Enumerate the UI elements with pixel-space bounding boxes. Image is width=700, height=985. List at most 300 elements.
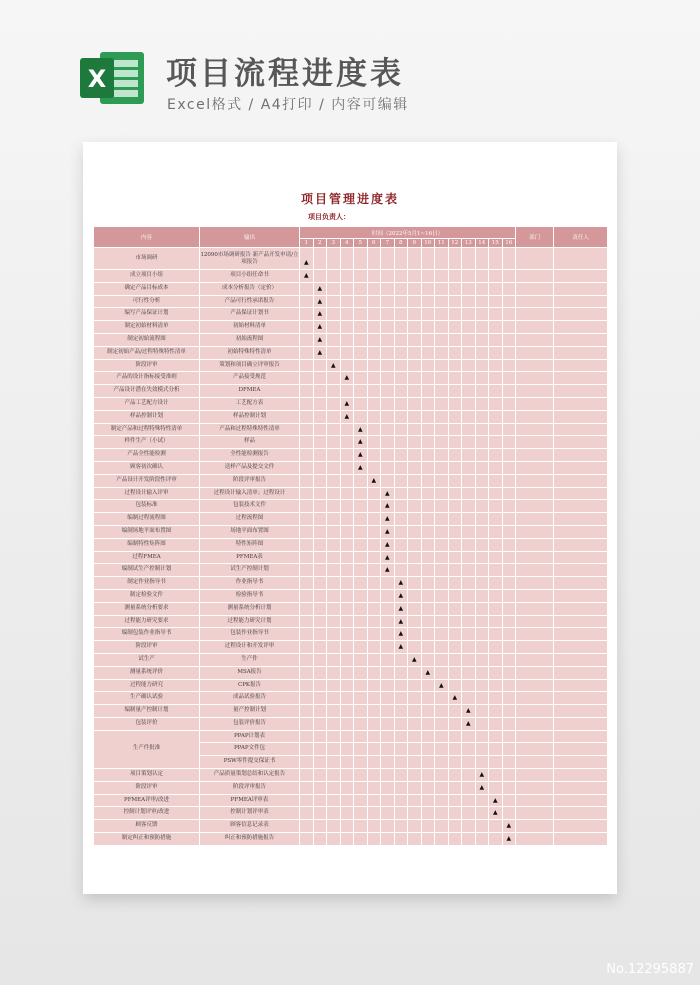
owner-cell[interactable] bbox=[554, 564, 608, 577]
day-cell bbox=[408, 577, 422, 590]
day-cell bbox=[381, 248, 395, 270]
day-cell bbox=[462, 410, 476, 423]
day-cell bbox=[340, 513, 354, 526]
day-cell bbox=[354, 679, 368, 692]
day-cell bbox=[327, 666, 341, 679]
day-cell bbox=[448, 248, 462, 270]
excel-icon bbox=[80, 48, 146, 108]
dept-cell[interactable] bbox=[516, 628, 554, 641]
day-cell bbox=[313, 781, 327, 794]
day-cell bbox=[327, 308, 341, 321]
owner-cell[interactable] bbox=[554, 461, 608, 474]
day-cell bbox=[394, 423, 408, 436]
day-cell bbox=[489, 474, 503, 487]
day-cell bbox=[381, 282, 395, 295]
day-cell bbox=[381, 705, 395, 718]
dept-cell[interactable] bbox=[516, 551, 554, 564]
row-output: PSW零件提交保证书 bbox=[200, 756, 300, 769]
row-content: 制定初始材料清单 bbox=[94, 321, 200, 334]
day-cell bbox=[367, 248, 381, 270]
owner-cell[interactable] bbox=[554, 769, 608, 782]
day-cell bbox=[502, 717, 516, 730]
owner-cell[interactable] bbox=[554, 423, 608, 436]
day-cell bbox=[394, 359, 408, 372]
dept-cell[interactable] bbox=[516, 679, 554, 692]
day-cell bbox=[489, 346, 503, 359]
row-content: 过程能力研究 bbox=[94, 679, 200, 692]
day-cell bbox=[354, 564, 368, 577]
day-cell bbox=[408, 730, 422, 743]
day-cell bbox=[421, 602, 435, 615]
day-cell bbox=[462, 449, 476, 462]
dept-cell[interactable] bbox=[516, 781, 554, 794]
row-content: 过程FMEA bbox=[94, 551, 200, 564]
progress-marker: ▲ bbox=[408, 653, 422, 666]
day-cell bbox=[489, 820, 503, 833]
owner-cell[interactable] bbox=[554, 513, 608, 526]
dept-cell[interactable] bbox=[516, 333, 554, 346]
day-cell bbox=[381, 449, 395, 462]
progress-marker: ▲ bbox=[381, 564, 395, 577]
day-cell bbox=[381, 410, 395, 423]
day-cell bbox=[340, 769, 354, 782]
day-cell bbox=[394, 717, 408, 730]
day-cell bbox=[421, 781, 435, 794]
dept-cell[interactable] bbox=[516, 449, 554, 462]
page-title: 项目流程进度表 bbox=[166, 56, 404, 92]
day-cell bbox=[408, 615, 422, 628]
day-cell bbox=[408, 282, 422, 295]
owner-label: 项目负责人： bbox=[308, 212, 350, 221]
day-cell bbox=[502, 653, 516, 666]
day-cell bbox=[448, 500, 462, 513]
day-cell bbox=[354, 615, 368, 628]
day-cell bbox=[421, 833, 435, 846]
day-cell bbox=[448, 410, 462, 423]
day-cell bbox=[381, 308, 395, 321]
owner-cell[interactable] bbox=[554, 628, 608, 641]
day-cell bbox=[300, 538, 314, 551]
day-cell bbox=[354, 551, 368, 564]
day-cell bbox=[327, 589, 341, 602]
owner-cell[interactable] bbox=[554, 449, 608, 462]
dept-cell[interactable] bbox=[516, 321, 554, 334]
day-cell bbox=[502, 679, 516, 692]
day-cell bbox=[435, 346, 449, 359]
row-output: PFMEA评审表 bbox=[200, 794, 300, 807]
owner-cell[interactable] bbox=[554, 743, 608, 756]
day-cell bbox=[313, 474, 327, 487]
day-cell bbox=[462, 295, 476, 308]
table-row bbox=[94, 487, 608, 500]
day-cell bbox=[489, 641, 503, 654]
header-output: 输出 bbox=[200, 227, 300, 248]
row-content: 制定产品和过程特殊特性清单 bbox=[94, 423, 200, 436]
day-cell bbox=[421, 589, 435, 602]
day-cell bbox=[408, 641, 422, 654]
dept-cell[interactable] bbox=[516, 653, 554, 666]
owner-cell[interactable] bbox=[554, 474, 608, 487]
table-row bbox=[94, 679, 608, 692]
day-cell bbox=[381, 397, 395, 410]
day-cell bbox=[340, 794, 354, 807]
row-output: 过程设计和开发评审 bbox=[200, 641, 300, 654]
owner-cell[interactable] bbox=[554, 385, 608, 398]
owner-cell[interactable] bbox=[554, 525, 608, 538]
progress-marker: ▲ bbox=[313, 282, 327, 295]
dept-cell[interactable] bbox=[516, 410, 554, 423]
owner-cell[interactable] bbox=[554, 756, 608, 769]
dept-cell[interactable] bbox=[516, 248, 554, 270]
owner-cell[interactable] bbox=[554, 820, 608, 833]
dept-cell[interactable] bbox=[516, 346, 554, 359]
row-output: 产品质量策划总结和认定报告 bbox=[200, 769, 300, 782]
owner-cell[interactable] bbox=[554, 679, 608, 692]
dept-cell[interactable] bbox=[516, 513, 554, 526]
day-cell bbox=[394, 487, 408, 500]
dept-cell[interactable] bbox=[516, 833, 554, 846]
day-cell bbox=[313, 705, 327, 718]
dept-cell[interactable] bbox=[516, 743, 554, 756]
table-row bbox=[94, 385, 608, 398]
day-cell bbox=[435, 410, 449, 423]
progress-marker: ▲ bbox=[502, 820, 516, 833]
owner-cell[interactable] bbox=[554, 666, 608, 679]
owner-cell[interactable] bbox=[554, 359, 608, 372]
day-cell bbox=[340, 538, 354, 551]
day-cell bbox=[448, 282, 462, 295]
day-cell bbox=[327, 756, 341, 769]
dept-cell[interactable] bbox=[516, 641, 554, 654]
day-cell bbox=[475, 820, 489, 833]
day-cell bbox=[408, 589, 422, 602]
day-cell bbox=[367, 564, 381, 577]
day-cell bbox=[421, 461, 435, 474]
day-cell bbox=[475, 538, 489, 551]
day-cell bbox=[381, 602, 395, 615]
owner-cell[interactable] bbox=[554, 641, 608, 654]
day-cell bbox=[327, 333, 341, 346]
day-cell bbox=[475, 807, 489, 820]
day-cell bbox=[475, 321, 489, 334]
day-cell bbox=[502, 372, 516, 385]
dept-cell[interactable] bbox=[516, 602, 554, 615]
day-cell bbox=[367, 385, 381, 398]
owner-cell[interactable] bbox=[554, 436, 608, 449]
day-cell bbox=[408, 321, 422, 334]
owner-cell[interactable] bbox=[554, 833, 608, 846]
dept-cell[interactable] bbox=[516, 692, 554, 705]
day-cell bbox=[381, 461, 395, 474]
day-cell bbox=[327, 743, 341, 756]
day-cell bbox=[354, 513, 368, 526]
day-cell bbox=[475, 270, 489, 283]
day-cell bbox=[340, 449, 354, 462]
day-cell bbox=[502, 487, 516, 500]
day-cell bbox=[475, 487, 489, 500]
day-cell bbox=[462, 385, 476, 398]
day-cell bbox=[313, 359, 327, 372]
owner-cell[interactable] bbox=[554, 333, 608, 346]
row-output: 包装评价报告 bbox=[200, 717, 300, 730]
day-cell bbox=[435, 602, 449, 615]
day-cell bbox=[313, 423, 327, 436]
dept-cell[interactable] bbox=[516, 308, 554, 321]
dept-cell[interactable] bbox=[516, 666, 554, 679]
owner-cell[interactable] bbox=[554, 589, 608, 602]
day-cell bbox=[367, 589, 381, 602]
day-cell bbox=[367, 410, 381, 423]
day-cell bbox=[367, 756, 381, 769]
day-cell bbox=[300, 487, 314, 500]
dept-cell[interactable] bbox=[516, 295, 554, 308]
day-cell bbox=[448, 270, 462, 283]
day-header: 9 bbox=[408, 239, 422, 248]
row-content: 包装标准 bbox=[94, 500, 200, 513]
row-content: 过程设计输入评审 bbox=[94, 487, 200, 500]
owner-cell[interactable] bbox=[554, 717, 608, 730]
owner-cell[interactable] bbox=[554, 397, 608, 410]
owner-cell[interactable] bbox=[554, 794, 608, 807]
day-cell bbox=[462, 589, 476, 602]
day-cell bbox=[462, 270, 476, 283]
dept-cell[interactable] bbox=[516, 359, 554, 372]
dept-cell[interactable] bbox=[516, 436, 554, 449]
day-cell bbox=[367, 359, 381, 372]
day-cell bbox=[381, 794, 395, 807]
day-cell bbox=[408, 602, 422, 615]
day-cell bbox=[394, 769, 408, 782]
dept-cell[interactable] bbox=[516, 474, 554, 487]
day-cell bbox=[502, 500, 516, 513]
dept-cell[interactable] bbox=[516, 769, 554, 782]
day-cell bbox=[367, 717, 381, 730]
day-cell bbox=[340, 653, 354, 666]
progress-marker: ▲ bbox=[394, 602, 408, 615]
dept-cell[interactable] bbox=[516, 282, 554, 295]
day-cell bbox=[448, 602, 462, 615]
day-cell bbox=[394, 474, 408, 487]
day-cell bbox=[367, 397, 381, 410]
owner-cell[interactable] bbox=[554, 602, 608, 615]
day-cell bbox=[381, 589, 395, 602]
day-cell bbox=[462, 487, 476, 500]
day-cell bbox=[327, 653, 341, 666]
day-cell bbox=[489, 551, 503, 564]
owner-cell[interactable] bbox=[554, 282, 608, 295]
row-output: 样品控制计划 bbox=[200, 410, 300, 423]
day-cell bbox=[475, 308, 489, 321]
owner-cell[interactable] bbox=[554, 295, 608, 308]
owner-cell[interactable] bbox=[554, 321, 608, 334]
day-cell bbox=[435, 692, 449, 705]
day-cell bbox=[340, 525, 354, 538]
day-cell bbox=[340, 807, 354, 820]
day-cell bbox=[421, 397, 435, 410]
row-content: 过程能力研究要求 bbox=[94, 615, 200, 628]
day-cell bbox=[408, 833, 422, 846]
day-cell bbox=[381, 781, 395, 794]
dept-cell[interactable] bbox=[516, 820, 554, 833]
progress-marker: ▲ bbox=[394, 577, 408, 590]
day-cell bbox=[421, 525, 435, 538]
day-cell bbox=[354, 346, 368, 359]
day-cell bbox=[300, 295, 314, 308]
dept-cell[interactable] bbox=[516, 423, 554, 436]
owner-cell[interactable] bbox=[554, 807, 608, 820]
owner-cell[interactable] bbox=[554, 500, 608, 513]
progress-table bbox=[93, 226, 608, 846]
table-row bbox=[94, 372, 608, 385]
dept-cell[interactable] bbox=[516, 500, 554, 513]
owner-cell[interactable] bbox=[554, 410, 608, 423]
owner-cell[interactable] bbox=[554, 487, 608, 500]
dept-cell[interactable] bbox=[516, 589, 554, 602]
day-cell bbox=[489, 628, 503, 641]
day-cell bbox=[367, 679, 381, 692]
day-cell bbox=[502, 794, 516, 807]
day-cell bbox=[502, 321, 516, 334]
dept-cell[interactable] bbox=[516, 525, 554, 538]
dept-cell[interactable] bbox=[516, 717, 554, 730]
owner-cell[interactable] bbox=[554, 692, 608, 705]
day-cell bbox=[381, 270, 395, 283]
day-cell bbox=[462, 248, 476, 270]
day-cell bbox=[313, 756, 327, 769]
day-cell bbox=[421, 308, 435, 321]
owner-cell[interactable] bbox=[554, 653, 608, 666]
day-cell bbox=[489, 781, 503, 794]
day-cell bbox=[502, 730, 516, 743]
day-cell bbox=[475, 513, 489, 526]
dept-cell[interactable] bbox=[516, 385, 554, 398]
day-cell bbox=[408, 474, 422, 487]
day-cell bbox=[408, 410, 422, 423]
dept-cell[interactable] bbox=[516, 564, 554, 577]
day-cell bbox=[367, 513, 381, 526]
day-cell bbox=[354, 781, 368, 794]
day-cell bbox=[462, 602, 476, 615]
owner-cell[interactable] bbox=[554, 308, 608, 321]
day-cell bbox=[489, 248, 503, 270]
day-cell bbox=[502, 423, 516, 436]
day-cell bbox=[394, 743, 408, 756]
dept-cell[interactable] bbox=[516, 487, 554, 500]
table-row bbox=[94, 538, 608, 551]
table-row bbox=[94, 730, 608, 743]
day-cell bbox=[462, 833, 476, 846]
owner-cell[interactable] bbox=[554, 730, 608, 743]
day-cell bbox=[502, 410, 516, 423]
dept-cell[interactable] bbox=[516, 372, 554, 385]
dept-cell[interactable] bbox=[516, 794, 554, 807]
owner-cell[interactable] bbox=[554, 270, 608, 283]
dept-cell[interactable] bbox=[516, 270, 554, 283]
day-cell bbox=[475, 282, 489, 295]
dept-cell[interactable] bbox=[516, 807, 554, 820]
owner-cell[interactable] bbox=[554, 551, 608, 564]
day-header: 10 bbox=[421, 239, 435, 248]
day-cell bbox=[381, 346, 395, 359]
day-cell bbox=[489, 743, 503, 756]
day-cell bbox=[354, 730, 368, 743]
day-cell bbox=[340, 602, 354, 615]
progress-marker: ▲ bbox=[340, 397, 354, 410]
day-cell bbox=[300, 833, 314, 846]
day-cell bbox=[462, 577, 476, 590]
day-cell bbox=[421, 346, 435, 359]
day-cell bbox=[313, 397, 327, 410]
day-cell bbox=[367, 807, 381, 820]
owner-cell[interactable] bbox=[554, 615, 608, 628]
day-cell bbox=[475, 705, 489, 718]
day-cell bbox=[367, 500, 381, 513]
day-cell bbox=[435, 449, 449, 462]
table-row bbox=[94, 615, 608, 628]
day-cell bbox=[421, 321, 435, 334]
owner-cell[interactable] bbox=[554, 577, 608, 590]
day-cell bbox=[394, 385, 408, 398]
row-content: 编制包装作业指导书 bbox=[94, 628, 200, 641]
day-cell bbox=[489, 653, 503, 666]
day-cell bbox=[313, 551, 327, 564]
table-row bbox=[94, 346, 608, 359]
dept-cell[interactable] bbox=[516, 615, 554, 628]
owner-cell[interactable] bbox=[554, 538, 608, 551]
owner-cell[interactable] bbox=[554, 705, 608, 718]
day-cell bbox=[435, 807, 449, 820]
dept-cell[interactable] bbox=[516, 577, 554, 590]
day-cell bbox=[300, 577, 314, 590]
day-cell bbox=[327, 781, 341, 794]
day-cell bbox=[381, 692, 395, 705]
owner-cell[interactable] bbox=[554, 372, 608, 385]
day-cell bbox=[421, 436, 435, 449]
day-cell bbox=[489, 705, 503, 718]
day-cell bbox=[489, 397, 503, 410]
dept-cell[interactable] bbox=[516, 705, 554, 718]
day-cell bbox=[475, 602, 489, 615]
row-output: PFMEA表 bbox=[200, 551, 300, 564]
row-output: 作业指导书 bbox=[200, 577, 300, 590]
dept-cell[interactable] bbox=[516, 461, 554, 474]
table-row bbox=[94, 500, 608, 513]
day-cell bbox=[354, 500, 368, 513]
dept-cell[interactable] bbox=[516, 397, 554, 410]
day-cell bbox=[475, 436, 489, 449]
day-cell bbox=[489, 769, 503, 782]
day-cell bbox=[327, 500, 341, 513]
day-cell bbox=[421, 577, 435, 590]
day-cell bbox=[381, 436, 395, 449]
dept-cell[interactable] bbox=[516, 730, 554, 743]
day-cell bbox=[300, 666, 314, 679]
day-cell bbox=[313, 372, 327, 385]
owner-cell[interactable] bbox=[554, 346, 608, 359]
day-cell bbox=[462, 653, 476, 666]
dept-cell[interactable] bbox=[516, 756, 554, 769]
day-cell bbox=[435, 743, 449, 756]
dept-cell[interactable] bbox=[516, 538, 554, 551]
day-cell bbox=[354, 653, 368, 666]
day-cell bbox=[327, 692, 341, 705]
owner-cell[interactable] bbox=[554, 248, 608, 270]
day-cell bbox=[435, 781, 449, 794]
day-cell bbox=[408, 372, 422, 385]
owner-cell[interactable] bbox=[554, 781, 608, 794]
day-cell bbox=[300, 717, 314, 730]
day-cell bbox=[475, 372, 489, 385]
